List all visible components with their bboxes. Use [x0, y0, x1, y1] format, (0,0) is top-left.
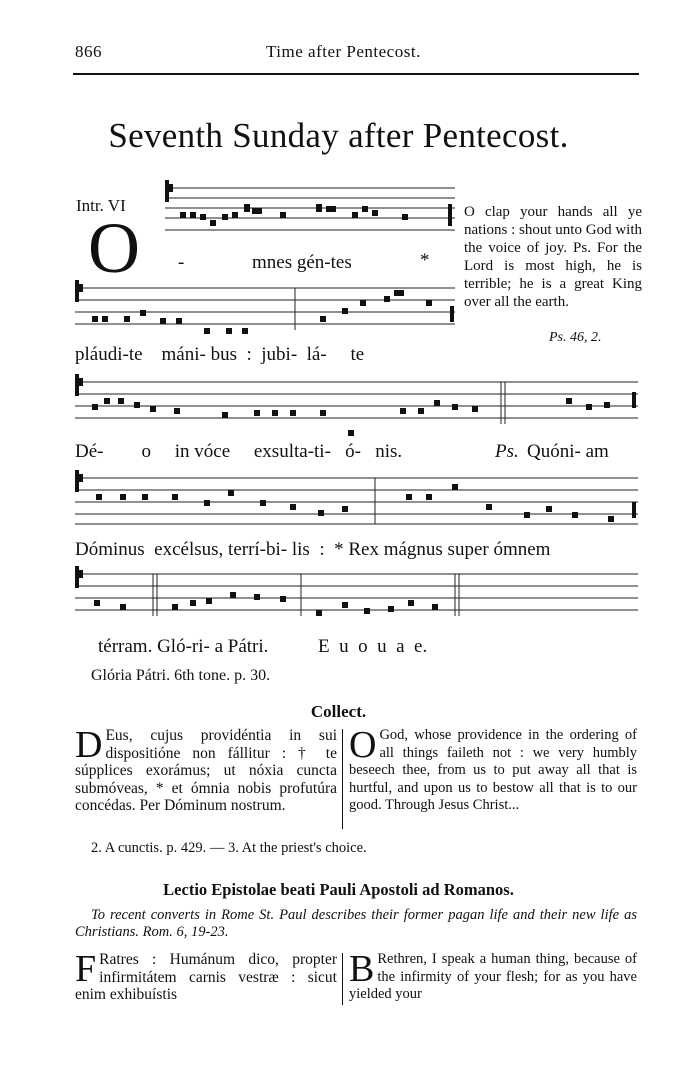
psalm-reference: Ps. 46, 2.: [549, 330, 602, 345]
collect-english: [349, 724, 637, 815]
lectio-latin-text: Ratres : Humánum dico, propter infirmitátem carnis vestræ : sicut enim exhibuístis: [75, 951, 337, 1003]
introit-ps: Ps.: [495, 441, 519, 462]
collect-latin-text: Eus, cujus providéntia in sui dispositióne non fállitur : † te súpplices exorámus; ut nóxia cuncta submóveas, * et ómnia nobis profutúra concédas. Per Dóminum nostrum.: [75, 727, 337, 814]
collect-english-initial: O: [349, 724, 377, 766]
lectio-english-initial: B: [349, 948, 375, 990]
introit-euouae: E u o u a e.: [318, 636, 428, 657]
lectio-latin-initial: F: [75, 948, 97, 990]
introit-star: *: [420, 250, 430, 271]
lectio-latin: [75, 948, 337, 1004]
column-divider: [342, 729, 343, 829]
lectio-heading: Lectio Epistolae beati Pauli Apostoli ad Romanos.: [163, 880, 514, 899]
lectio-english-text: Rethren, I speak a human thing, because of the infirmity of your flesh; for as you have yielded your: [349, 951, 637, 1002]
collect-latin-initial: D: [75, 724, 103, 766]
page-title: Seventh Sunday after Pentecost.: [108, 116, 569, 155]
introit-label: Intr. VI: [76, 196, 126, 215]
collect-english-text: God, whose providence in the ordering of all things faileth not : we very humbly beseech thee, from us to put away all that is hurtful, and upon us to bestow all that is to our good. Through Jesus Christ...: [349, 727, 637, 813]
introit-lyric-2: pláudi-te máni- bus : jubi- lá- te: [75, 344, 365, 365]
gloria-note: Glória Pátri. 6th tone. p. 30.: [91, 667, 271, 684]
staff-4: [75, 478, 638, 524]
page-number: 866: [75, 42, 102, 61]
commemoration-note: 2. A cunctis. p. 429. — 3. At the priest's choice.: [91, 840, 367, 856]
introit-lyric-4: Dóminus excélsus, terrí-bi- lis : * Rex mágnus super ómnem: [75, 539, 551, 560]
introit-lyric-5: térram. Gló-ri- a Pátri.: [98, 636, 269, 657]
collect-latin: [75, 724, 337, 815]
staff-3: [75, 382, 638, 424]
collect-heading: Collect.: [310, 702, 367, 721]
introit-lyric-3: Dé- o in vóce exsulta-ti- ó- nis.: [75, 441, 403, 462]
introit-dash: -: [178, 252, 185, 273]
introit-lyric-1: mnes gén-tes: [252, 252, 352, 273]
introit-lyric-3-end: Quóni- am: [527, 441, 609, 462]
column-divider-2: [342, 953, 343, 1005]
introit-translation: O clap your hands all ye nations : shout unto God with the voice of joy. Ps. For the Lord is most high, he is terrible; he is a great King over all the earth.: [464, 204, 642, 310]
introit-initial: O: [88, 208, 140, 288]
staff-5: [75, 574, 638, 616]
lectio-description: To recent converts in Rome St. Paul describes their former pagan life and their new life as Christians. Rom. 6, 19-23.: [75, 907, 637, 940]
staff-1: [165, 188, 455, 230]
running-title: Time after Pentecost.: [266, 42, 421, 61]
lectio-english: [349, 948, 637, 1004]
